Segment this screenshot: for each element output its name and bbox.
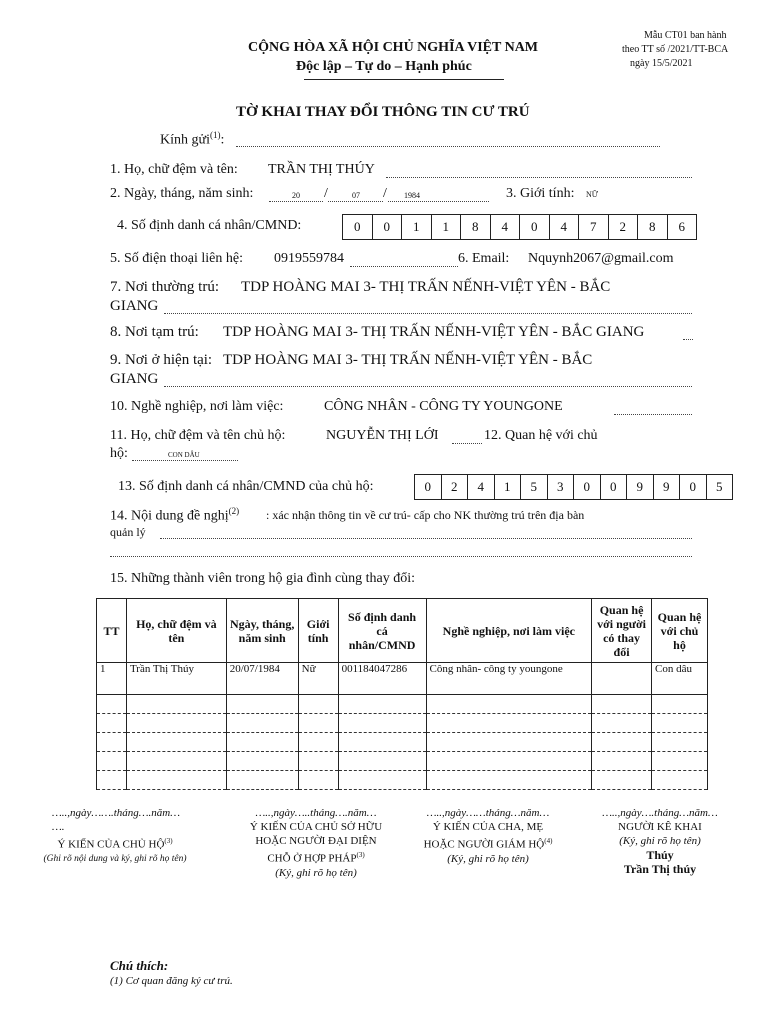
field-12-line — [132, 460, 238, 461]
cell-occupation: Công nhân- công ty youngone — [426, 663, 592, 695]
field-12-label-2: hộ: — [110, 446, 128, 461]
email-value: Nquynh2067@gmail.com — [528, 251, 674, 266]
id-digit-box: 1 — [432, 215, 462, 239]
motto-underline — [304, 79, 504, 80]
id-digit-box: 5 — [716, 479, 723, 494]
footnote-title: Chú thích: — [110, 958, 169, 973]
table-row-empty — [97, 695, 708, 714]
header-name: Họ, chữ đệm và tên — [126, 599, 226, 663]
signature-household-head — [40, 806, 190, 866]
date-line: …..,ngày……tháng…năm… — [426, 807, 550, 819]
dob-year: 1984 — [404, 191, 420, 200]
form-title: TỜ KHAI THAY ĐỔI THÔNG TIN CƯ TRÚ — [236, 104, 530, 120]
declarant-signature: Thúy — [646, 848, 674, 862]
id-digit-box: 0 — [343, 215, 373, 239]
motto: Độc lập – Tự do – Hạnh phúc — [296, 59, 472, 74]
field-5-label: 5. Số điện thoại liên hệ: — [110, 251, 243, 266]
household-head-opinion-note: (Ghi rõ nội dung và ký, ghi rõ họ tên) — [43, 853, 187, 864]
header-relation-changer: Quan hệ với người có thay đổi — [592, 599, 652, 663]
field-6-label: 6. Email: — [458, 251, 510, 266]
table-header-row — [97, 599, 708, 663]
signature-owner — [228, 806, 404, 880]
field-9-label: 9. Nơi ở hiện tại: — [110, 352, 213, 368]
form-code-line-1: Mẫu CT01 ban hành — [644, 30, 727, 41]
members-table — [96, 598, 708, 790]
id-digit-box: 0 — [415, 475, 442, 499]
id-digit-box: 8 — [638, 215, 668, 239]
field-1-label: 1. Họ, chữ đệm và tên: — [110, 162, 238, 177]
guardian-opinion-note: (Ký, ghi rõ họ tên) — [447, 852, 529, 865]
id-digit-box: 1 — [495, 475, 522, 499]
id-digit-box: 1 — [402, 215, 432, 239]
header-id: Số định danh cá nhân/CMND — [338, 599, 426, 663]
cell-id: 001184047286 — [338, 663, 426, 695]
id-digit-box: 4 — [550, 215, 580, 239]
header-relation-head: Quan hệ với chủ hộ — [652, 599, 708, 663]
id-digit-box: 0 — [373, 215, 403, 239]
declarant-note: (Ký, ghi rõ họ tên) — [619, 835, 701, 847]
permanent-address-value-2: GIANG — [110, 298, 159, 314]
owner-opinion-title-2: HOẶC NGƯỜI ĐẠI DIỆN — [255, 835, 377, 847]
table-row-empty — [97, 752, 708, 771]
date-line-cont: …. — [52, 821, 65, 833]
id-digit-box: 3 — [548, 475, 575, 499]
table-row-empty — [97, 771, 708, 790]
table-row-empty — [97, 714, 708, 733]
field-5-line — [350, 266, 458, 267]
owner-opinion-title-1: Ý KIẾN CỦA CHỦ SỞ HỮU — [249, 821, 383, 833]
field-14-line-2 — [110, 556, 692, 557]
table-row-empty — [97, 733, 708, 752]
header-tt: TT — [97, 599, 127, 663]
declarant-name: Trần Thị thúy — [623, 862, 697, 876]
field-2-label: 2. Ngày, tháng, năm sinh: — [110, 186, 254, 201]
id-digit-box: 2 — [442, 475, 469, 499]
id-digit-box: 8 — [461, 215, 491, 239]
header-dob: Ngày, tháng, năm sinh — [226, 599, 298, 663]
owner-opinion-title-3: CHỖ Ở HỢP PHÁP$^{(3)}$ — [267, 851, 365, 865]
gender-value: NỮ — [586, 190, 598, 199]
id-digit-box: 4 — [491, 215, 521, 239]
field-8-label: 8. Nơi tạm trú: — [110, 324, 199, 340]
header-occupation: Nghề nghiệp, nơi làm việc — [426, 599, 592, 663]
id-digit-box: 7 — [579, 215, 609, 239]
signature-declarant — [582, 806, 738, 876]
id-digit-box: 2 — [609, 215, 639, 239]
field-12-label: 12. Quan hệ với chủ — [484, 428, 598, 443]
kinh-gui-line — [236, 146, 660, 147]
field-2-line — [269, 201, 489, 202]
dob-slash-2: / — [383, 186, 387, 201]
field-10-line — [614, 414, 692, 415]
header-gender: Giới tính — [298, 599, 338, 663]
occupation-value: CÔNG NHÂN - CÔNG TY YOUNGONE — [324, 399, 563, 414]
id-digit-box: 9 — [627, 475, 654, 499]
date-line: …..,ngày…….tháng….năm… — [52, 807, 181, 819]
cell-dob: 20/07/1984 — [226, 663, 298, 695]
field-15-label: 15. Những thành viên trong hộ gia đình cùng thay đổi: — [110, 571, 416, 586]
cell-relation-head: Con dâu — [652, 663, 708, 695]
id-digit-box: 0 — [520, 215, 550, 239]
country-name: CỘNG HÒA XÃ HỘI CHỦ NGHĨA VIỆT NAM — [248, 40, 539, 55]
cell-relation-changer — [592, 663, 652, 695]
field-7-line — [164, 313, 692, 314]
cell-name: Trần Thị Thúy — [126, 663, 226, 695]
request-content-value: : xác nhận thông tin về cư trú- cấp cho NK thường trú trên địa bàn — [266, 508, 585, 522]
dob-day: 20 — [292, 191, 300, 200]
table-row — [97, 663, 708, 695]
field-1-line — [386, 177, 692, 178]
household-head-opinion-title: Ý KIẾN CỦA CHỦ HỘ$^{(3)}$ — [57, 837, 173, 851]
dob-slash-1: / — [324, 186, 328, 201]
field-9-line — [164, 386, 692, 387]
field-4-label: 4. Số định danh cá nhân/CMND: — [117, 218, 302, 233]
id-digit-box: 0 — [680, 475, 707, 499]
household-head-value: NGUYỄN THỊ LỚI — [326, 428, 439, 443]
id-digit-box: 0 — [601, 475, 628, 499]
footnote-1: (1) Cơ quan đăng ký cư trú. — [110, 975, 233, 987]
field-3-label: 3. Giới tính: — [506, 186, 575, 201]
signature-guardian — [408, 806, 568, 866]
guardian-opinion-title-1: Ý KIẾN CỦA CHA, MẸ — [432, 821, 544, 833]
field-8-line — [683, 339, 693, 340]
temporary-address-value: TDP HOÀNG MAI 3- THỊ TRẤN NẾNH-VIỆT YÊN - BẮC GIANG — [223, 324, 645, 340]
relationship-value: CON DÂU — [168, 451, 200, 459]
date-line: …..,ngày….tháng…năm… — [602, 807, 718, 819]
kinh-gui-label: Kính gửi$^{(1)}$: — [160, 130, 225, 148]
id-number-boxes — [342, 214, 697, 240]
id-digit-box: 4 — [468, 475, 495, 499]
field-14-label: 14. Nội dung đề nghị$^{(2)}$ — [110, 506, 240, 524]
field-13-label: 13. Số định danh cá nhân/CMND của chủ hộ: — [118, 479, 374, 494]
full-name-value: TRẦN THỊ THÚY — [268, 162, 375, 177]
field-11-label: 11. Họ, chữ đệm và tên chủ hộ: — [110, 428, 286, 443]
phone-value: 0919559784 — [274, 251, 344, 266]
cell-gender: Nữ — [298, 663, 338, 695]
household-head-id-boxes — [414, 474, 733, 500]
owner-opinion-note: (Ký, ghi rõ họ tên) — [275, 866, 357, 879]
id-digit-box: 9 — [654, 475, 681, 499]
guardian-opinion-title-2: HOẶC NGƯỜI GIÁM HỘ$^{(4)}$ — [423, 837, 553, 851]
declarant-title: NGƯỜI KÊ KHAI — [618, 821, 702, 833]
form-code-line-2: theo TT số /2021/TT-BCA — [622, 44, 729, 55]
field-10-label: 10. Nghề nghiệp, nơi làm việc: — [110, 399, 284, 414]
id-digit-box: 5 — [521, 475, 548, 499]
field-11-line — [452, 443, 482, 444]
form-code-line-3: ngày 15/5/2021 — [630, 58, 693, 69]
permanent-address-value: TDP HOÀNG MAI 3- THỊ TRẤN NẾNH-VIỆT YÊN - BẮC — [241, 279, 611, 295]
dob-month: 07 — [352, 191, 360, 200]
cell-tt: 1 — [97, 663, 127, 695]
current-address-value-2: GIANG — [110, 371, 159, 387]
request-content-value-2: quản lý — [110, 525, 146, 539]
field-7-label: 7. Nơi thường trú: — [110, 279, 219, 295]
id-digit-box: 0 — [574, 475, 601, 499]
field-14-line-1 — [160, 538, 692, 539]
current-address-value: TDP HOÀNG MAI 3- THỊ TRẤN NẾNH-VIỆT YÊN - BẮC — [223, 352, 593, 368]
date-line: …..,ngày…..tháng….năm… — [255, 807, 377, 819]
id-digit-box: 6 — [678, 219, 685, 234]
